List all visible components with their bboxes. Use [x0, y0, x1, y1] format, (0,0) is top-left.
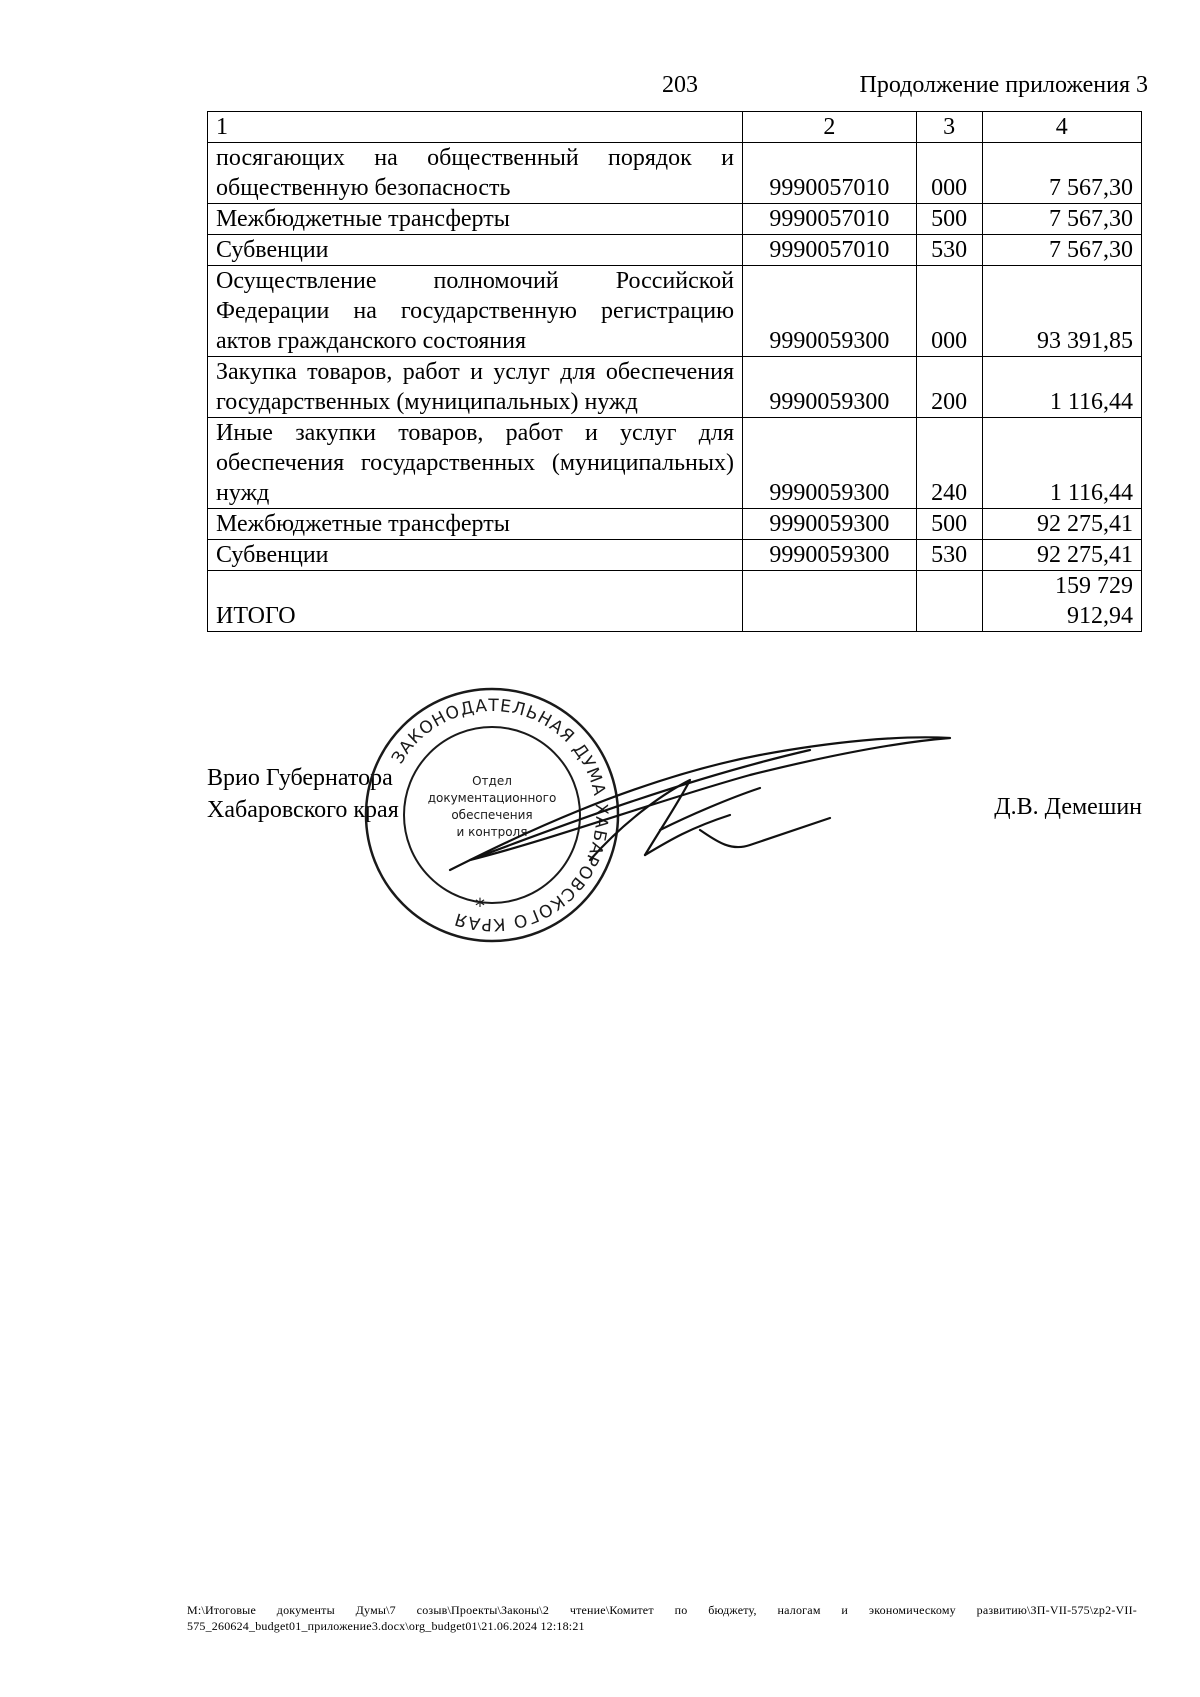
- row-amount: 1 116,44: [982, 357, 1141, 418]
- table-row: [208, 357, 1142, 418]
- stamp-inner-line4: и контроля: [456, 825, 528, 839]
- row-type: 530: [916, 235, 982, 266]
- row-amount: 7 567,30: [982, 143, 1141, 204]
- row-amount: 92 275,41: [982, 540, 1141, 571]
- stamp-star: *: [475, 894, 485, 918]
- row-name: Межбюджетные трансферты: [208, 509, 743, 540]
- row-code: 9990057010: [743, 204, 917, 235]
- column-header: 1: [208, 112, 743, 143]
- row-type: 000: [916, 266, 982, 357]
- total-row: [208, 571, 1142, 632]
- document-path-footer: M:\Итоговые документы Думы\7 созыв\Проекты\Законы\2 чтение\Комитет по бюджету, налогам и экономическому развитию\ЗП-VII-575\zp2-VII-575_260624_budget01_приложение3.docx\org_budget01\21.06.2024 12:18:21: [187, 1603, 1137, 1633]
- signer-title-line1: Врио Губернатора: [207, 765, 393, 791]
- table-row: [208, 509, 1142, 540]
- column-header: 4: [982, 112, 1141, 143]
- handwritten-signature: [427, 720, 970, 890]
- row-name: Субвенции: [208, 540, 743, 571]
- signer-title-line2: Хабаровского края: [207, 797, 399, 823]
- row-type: 500: [916, 509, 982, 540]
- page-number: 203: [662, 72, 698, 98]
- row-name: Межбюджетные трансферты: [208, 204, 743, 235]
- table-row: [208, 418, 1142, 509]
- row-name: Осуществление полномочий Российской Федерации на государственную регистрацию актов гражданского состояния: [208, 266, 743, 357]
- row-code: 9990059300: [743, 540, 917, 571]
- row-amount: 1 116,44: [982, 418, 1141, 509]
- total-label: ИТОГО: [208, 571, 743, 632]
- row-amount: 7 567,30: [982, 204, 1141, 235]
- stamp-inner-line2: документационного: [427, 791, 557, 805]
- table-row: [208, 143, 1142, 204]
- row-type: 240: [916, 418, 982, 509]
- row-code: 9990059300: [743, 418, 917, 509]
- row-code: 9990057010: [743, 143, 917, 204]
- row-type: 530: [916, 540, 982, 571]
- row-amount: 92 275,41: [982, 509, 1141, 540]
- total-amount: 159 729 912,94: [982, 571, 1141, 632]
- row-amount: 7 567,30: [982, 235, 1141, 266]
- stamp-outer-text: ЗАКОНОДАТЕЛЬНАЯ ДУМА ХАБАРОВСКОГО КРАЯ: [387, 695, 612, 935]
- row-code: 9990057010: [743, 235, 917, 266]
- table-row: [208, 235, 1142, 266]
- total-code-empty: [743, 571, 917, 632]
- total-type-empty: [916, 571, 982, 632]
- row-type: 000: [916, 143, 982, 204]
- table-row: [208, 204, 1142, 235]
- row-name: Закупка товаров, работ и услуг для обеспечения государственных (муниципальных) нужд: [208, 357, 743, 418]
- row-code: 9990059300: [743, 357, 917, 418]
- row-name: Субвенции: [208, 235, 743, 266]
- stamp-inner-line1: Отдел: [472, 774, 512, 788]
- signer-name: Д.В. Демешин: [994, 794, 1142, 820]
- table-row: [208, 266, 1142, 357]
- row-name: Иные закупки товаров, работ и услуг для обеспечения государственных (муниципальных) нужд: [208, 418, 743, 509]
- row-type: 200: [916, 357, 982, 418]
- row-amount: 93 391,85: [982, 266, 1141, 357]
- budget-table: [207, 111, 1142, 632]
- row-name: посягающих на общественный порядок и общественную безопасность: [208, 143, 743, 204]
- stamp-inner-line3: обеспечения: [451, 808, 533, 822]
- table-header-row: [208, 112, 1142, 143]
- row-type: 500: [916, 204, 982, 235]
- row-code: 9990059300: [743, 509, 917, 540]
- table-row: [208, 540, 1142, 571]
- continuation-label: Продолжение приложения 3: [859, 72, 1148, 98]
- column-header: 2: [743, 112, 917, 143]
- column-header: 3: [916, 112, 982, 143]
- row-code: 9990059300: [743, 266, 917, 357]
